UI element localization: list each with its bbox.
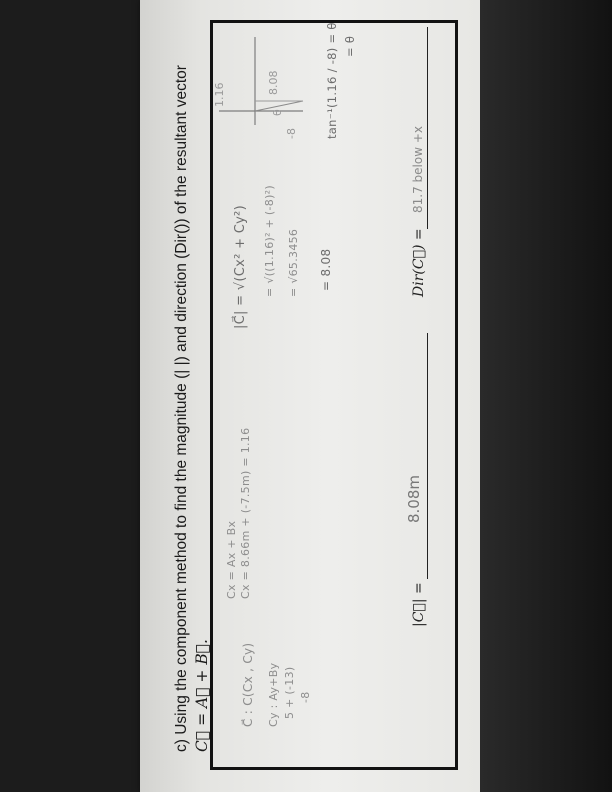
cx-formula: Cx = Ax + Bx — [225, 520, 238, 599]
sketch-angle-label: θ — [271, 109, 284, 116]
question-line-2: C⃗ = A⃗ + B⃗. — [193, 639, 211, 752]
magnitude-answer-label: |C⃗| = — [411, 582, 427, 627]
c-definition: C⃗ : C(Cx , Cy) — [241, 642, 255, 727]
worksheet-content — [140, 0, 480, 792]
sketch-x-label: 1.16 — [213, 82, 226, 107]
direction-answer-label: Dir(C⃗) = — [411, 228, 427, 297]
cy-result: -8 — [299, 691, 312, 703]
background-surface — [480, 0, 612, 792]
sketch-hyp-label: 8.08 — [267, 70, 280, 95]
direction-answer-value: 81.7 below +x — [411, 126, 425, 213]
magnitude-answer-line[interactable] — [427, 333, 428, 579]
magnitude-answer-value: 8.08m — [405, 474, 423, 523]
question-text — [172, 12, 212, 752]
magnitude-sqrt: = √65.3456 — [287, 228, 300, 297]
sketch-y-label: -8 — [285, 128, 298, 139]
magnitude-substitution: = √((1.16)² + (-8)²) — [263, 185, 276, 297]
direction-formula: tan⁻¹(1.16 / -8) = θ — [325, 22, 339, 139]
direction-answer-line[interactable] — [427, 27, 428, 229]
vector-sketch — [219, 35, 309, 125]
cy-formula: Cy : Ay+By — [267, 662, 280, 727]
cx-calculation: Cx = 8.66m + (-7.5m) = 1.16 — [239, 427, 252, 599]
magnitude-result: = 8.08 — [319, 248, 333, 291]
question-line-1: c) Using the component method to find the magnitude (| |) and direction (Dir()) of the resultant vector — [173, 65, 190, 752]
cy-calculation: 5 + (-13) — [283, 666, 296, 719]
answer-box — [210, 20, 458, 770]
theta-repeat: = θ — [343, 35, 357, 57]
magnitude-formula: |C⃗| = √(Cx² + Cy²) — [233, 205, 248, 329]
